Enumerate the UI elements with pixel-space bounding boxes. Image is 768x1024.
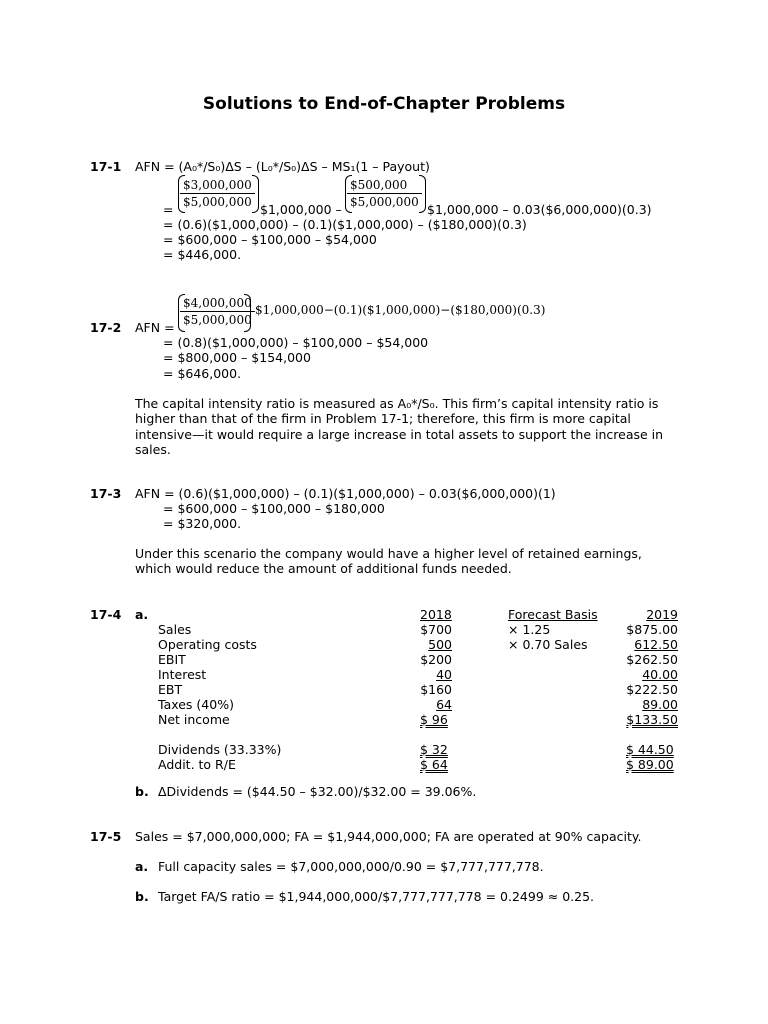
equation-end: $1,000,000 – 0.03($6,000,000)(0.3) [427,202,652,217]
dividend-growth-text: ΔDividends = ($44.50 – $32.00)/$32.00 = 39.06%. [158,784,477,799]
equation-line: = $800,000 – $154,000 [163,350,311,365]
value-2018-ebt: $160 [420,682,452,697]
right-paren [419,175,426,213]
equation-result: = $646,000. [163,366,242,381]
value-2018-ebit: $200 [420,652,452,667]
row-label-addition-to-re: Addit. to R/E [158,757,236,772]
value-2019-dividends: $ 44.50 [626,742,674,757]
problem-number-17-4: 17-4 [90,607,122,622]
value-2019-operating-costs: 612.50 [634,637,678,652]
value-2019-net-income: $133.50 [626,712,678,727]
equation-line: = $600,000 – $100,000 – $54,000 [163,232,377,247]
problem-number-17-3: 17-3 [90,486,122,501]
forecast-basis-sales: × 1.25 [508,622,551,637]
row-label-interest: Interest [158,667,207,682]
fraction-numerator: $3,000,000 [180,177,255,194]
row-label-ebt: EBT [158,682,183,697]
value-2018-taxes: 64 [436,697,452,712]
value-2018-sales: $700 [420,622,452,637]
problem-number-17-2: 17-2 [90,320,122,335]
fraction-denominator: $5,000,000 [183,313,252,327]
equation-line: = (0.6)($1,000,000) – (0.1)($1,000,000) – ($180,000)(0.3) [163,217,527,232]
row-label-net-income: Net income [158,712,230,727]
fraction-liabilities-sales [347,177,422,210]
fraction-numerator: $4,000,000 [180,295,255,312]
equation-line: = (0.8)($1,000,000) – $100,000 – $54,000 [163,335,429,350]
row-label-dividends: Dividends (33.33%) [158,742,282,757]
target-fa-s-ratio-text: Target FA/S ratio = $1,944,000,000/$7,777,777,778 = 0.2499 ≈ 0.25. [158,889,594,904]
part-b-label: b. [135,889,149,904]
column-header-2018: 2018 [420,607,452,622]
fraction-assets-sales [180,177,255,210]
value-2019-sales: $875.00 [626,622,678,637]
equation-line: = $600,000 – $100,000 – $180,000 [163,501,385,516]
capital-intensity-paragraph: The capital intensity ratio is measured as A₀*/S₀. This firm’s capital intensity ratio is higher than that of the firm in Problem 17-1; therefore, this firm is more capital intensive—it would require a large increase in total assets to support the increase in sales. [135,396,664,457]
right-paren [252,175,259,213]
value-2019-ebt: $222.50 [626,682,678,697]
fraction-denominator: $5,000,000 [183,195,252,209]
part-a-label: a. [135,607,149,622]
value-2019-taxes: 89.00 [642,697,678,712]
fraction-denominator: $5,000,000 [350,195,419,209]
value-2018-operating-costs: 500 [428,637,452,652]
fraction-numerator: $500,000 [347,177,422,194]
afn-formula: AFN = (A₀*/S₀)ΔS – (L₀*/S₀)ΔS – MS₁(1 – Payout) [135,159,430,174]
equation-result: = $446,000. [163,247,242,262]
problem-number-17-1: 17-1 [90,159,122,174]
part-b-label: b. [135,784,149,799]
full-capacity-sales-text: Full capacity sales = $7,000,000,000/0.90 = $7,777,777,778. [158,859,544,874]
problem-number-17-5: 17-5 [90,829,122,844]
equation-result: = $320,000. [163,516,242,531]
value-2019-addition-to-re: $ 89.00 [626,757,674,772]
equation-middle: $1,000,000 – [260,202,342,217]
equation-line: AFN = (0.6)($1,000,000) – (0.1)($1,000,000) – 0.03($6,000,000)(1) [135,486,556,501]
part-a-label: a. [135,859,149,874]
row-label-sales: Sales [158,622,192,637]
page-title: Solutions to End-of-Chapter Problems [202,94,566,114]
value-2019-interest: 40.00 [642,667,678,682]
sales-fa-statement: Sales = $7,000,000,000; FA = $1,944,000,000; FA are operated at 90% capacity. [135,829,642,844]
row-label-taxes: Taxes (40%) [158,697,234,712]
right-paren [244,294,251,332]
afn-label: AFN = [135,320,175,335]
value-2018-addition-to-re: $ 64 [420,757,448,772]
column-header-2019: 2019 [646,607,678,622]
equals-sign: = [163,202,174,217]
value-2019-ebit: $262.50 [626,652,678,667]
column-header-forecast-basis: Forecast Basis [508,607,598,622]
value-2018-interest: 40 [436,667,452,682]
row-label-operating-costs: Operating costs [158,637,257,652]
equation-rest: $1,000,000−(0.1)($1,000,000)−($180,000)(0.3) [255,303,546,317]
value-2018-net-income: $ 96 [420,712,448,727]
retained-earnings-paragraph: Under this scenario the company would have a higher level of retained earnings, which would reduce the amount of additional funds needed. [135,546,642,577]
value-2018-dividends: $ 32 [420,742,448,757]
forecast-basis-operating-costs: × 0.70 Sales [508,637,588,652]
row-label-ebit: EBIT [158,652,186,667]
